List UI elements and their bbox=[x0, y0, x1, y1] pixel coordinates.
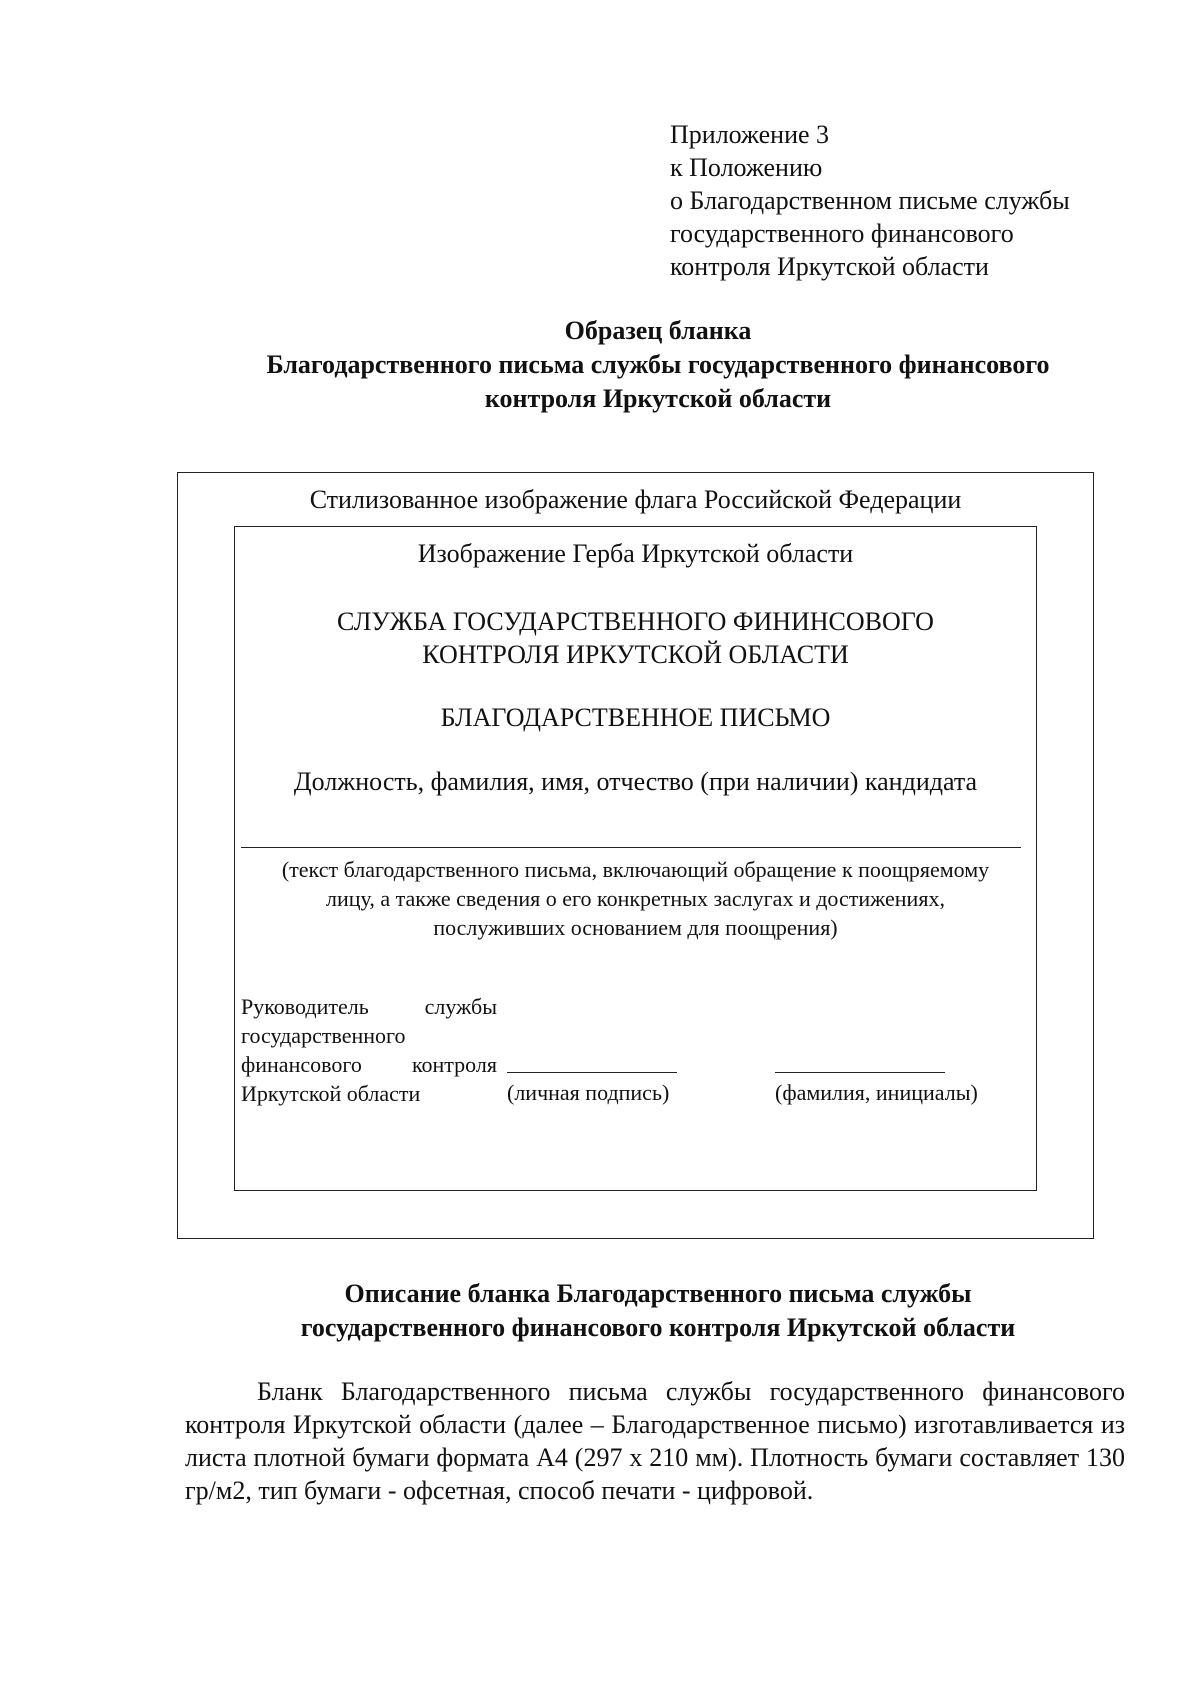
letter-title: БЛАГОДАРСТВЕННОЕ ПИСЬМО bbox=[440, 703, 831, 732]
signature-caption: (личная подпись) bbox=[507, 1080, 670, 1105]
description-title-line: Описание бланка Благодарственного письма службы bbox=[344, 1279, 972, 1308]
coat-of-arms-caption: Изображение Герба Иркутской области bbox=[417, 539, 854, 568]
head-position-line: Иркутской области bbox=[241, 1081, 421, 1106]
head-position-line: Руководитель службы bbox=[241, 994, 497, 1019]
blank-outer-frame bbox=[177, 472, 1094, 1239]
candidate-caption: Должность, фамилия, имя, отчество (при наличии) кандидата bbox=[293, 767, 978, 796]
description-title-line: государственного финансового контроля Иркутской области bbox=[300, 1313, 1016, 1342]
appendix-line: о Благодарственном письме службы bbox=[670, 186, 1070, 215]
blank-inner-frame bbox=[234, 526, 1037, 1191]
head-position-line: государственного bbox=[241, 1023, 406, 1048]
service-name bbox=[235, 605, 1036, 671]
head-position-line: финансового контроля bbox=[241, 1052, 497, 1077]
signature-line bbox=[507, 1072, 677, 1073]
service-name-line: КОНТРОЛЯ ИРКУТСКОЙ ОБЛАСТИ bbox=[422, 640, 849, 669]
appendix-line: Приложение 3 bbox=[670, 120, 830, 149]
head-position bbox=[241, 992, 497, 1108]
appendix-line: государственного финансового bbox=[670, 219, 1014, 248]
service-name-line: СЛУЖБА ГОСУДАРСТВЕННОГО ФИНИНСОВОГО bbox=[337, 607, 934, 636]
appendix-line: контроля Иркутской области bbox=[670, 252, 989, 281]
letter-hint-line: лицу, а также сведения о его конкретных заслугах и достижениях, bbox=[326, 886, 945, 911]
letter-text-hint bbox=[235, 855, 1036, 942]
sample-title bbox=[0, 314, 1200, 416]
flag-caption: Стилизованное изображение флага Российской Федерации bbox=[309, 485, 962, 514]
letter-hint-line: (текст благодарственного письма, включающий обращение к поощряемому bbox=[281, 857, 990, 882]
name-line bbox=[775, 1072, 945, 1073]
letter-text-line bbox=[241, 847, 1021, 848]
appendix-line: к Положению bbox=[670, 153, 823, 182]
description-body: Бланк Благодарственного письма службы государственного финансового контроля Иркутской области (далее – Благодарственное письмо) изготавливается из листа плотной бумаги формата А4 (297 х 210 мм). Плотность бумаги составляет 130 гр/м2, тип бумаги - офсетная, способ печати - цифровой. bbox=[185, 1377, 1125, 1505]
sample-title-line: Благодарственного письма службы государственного финансового bbox=[266, 350, 1050, 379]
description-title bbox=[0, 1277, 1200, 1345]
name-caption: (фамилия, инициалы) bbox=[775, 1080, 978, 1105]
sample-title-line: контроля Иркутской области bbox=[484, 384, 832, 413]
appendix-block bbox=[670, 118, 1070, 283]
letter-hint-line: послуживших основанием для поощрения) bbox=[433, 915, 838, 940]
sample-title-line: Образец бланка bbox=[564, 316, 752, 345]
